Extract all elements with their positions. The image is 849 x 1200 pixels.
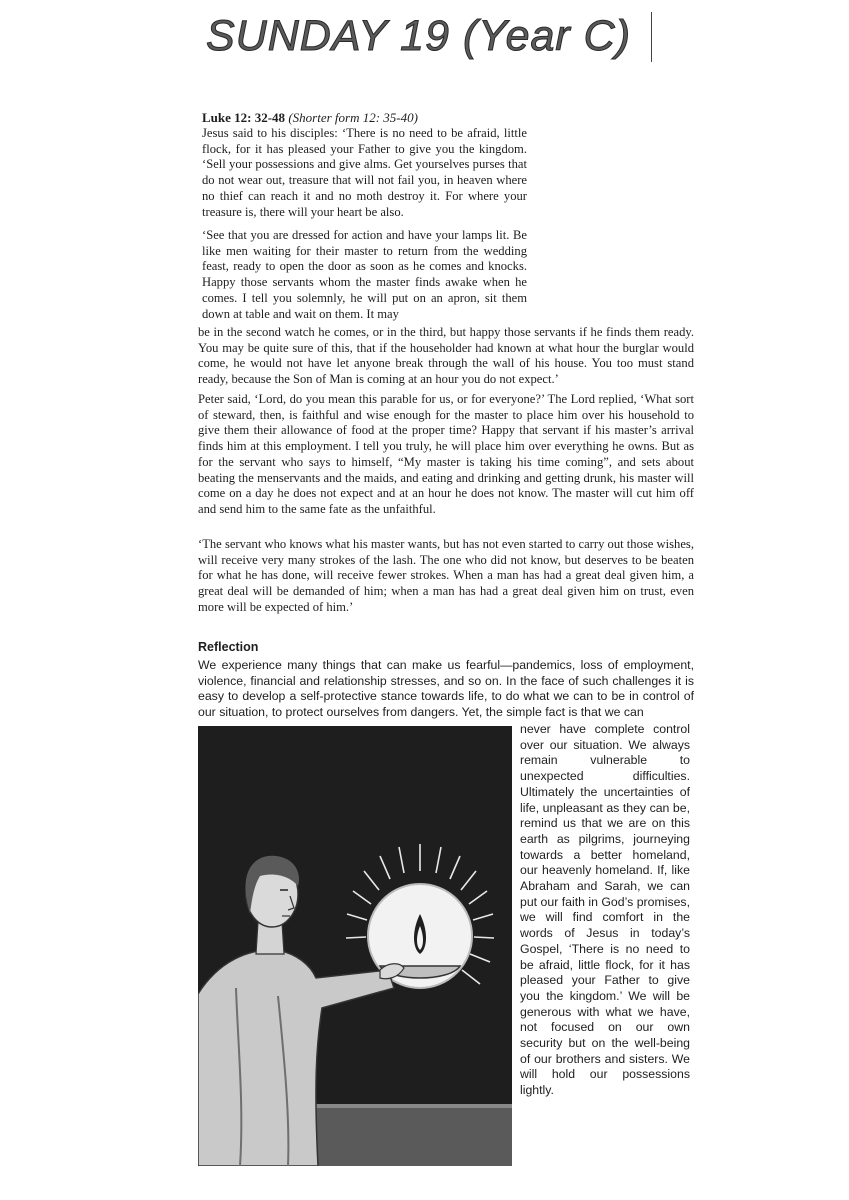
gospel-reference: Luke 12: 32-48 [202,110,286,125]
gospel-paragraph: ‘See that you are dressed for action and have your lamps lit. Be like men waiting for their master to return from the wedding feast, ready to open the door as soon as he comes and knocks. Happy those servants whom the master finds awake when he comes. I tell you solemnly, he will put on an apron, sit them down at table and wait on them. It may [202,228,527,321]
figure-holding-lamp-illustration [198,726,512,1166]
reflection-heading: Reflection [198,640,259,654]
gospel-paragraph: Peter said, ‘Lord, do you mean this parable for us, or for everyone?’ The Lord replied, ‘What sort of steward, then, is faithful and wise enough for the master to place him over his household to give them their allowance of food at the proper time? Happy that servant if his master’s arrival finds him at this employment. I tell you truly, he will place him over everything he owns. But as for the servant who says to himself, “My master is taking his time coming”, and sets about beating the menservants and the maids, and eating and drinking and getting drunk, his master will come on a day he does not expect and at an hour he does not know. The master will cut him off and send him to the same fate as the unfaithful. [198,392,694,516]
reflection-paragraph-side: never have complete control over our situation. We always remain vulnerable to unexpected difficulties. Ultimately the uncertainties of life, unpleasant as they can be, remind us that we are on this earth as pilgrims, journeying towards a better homeland, our heavenly homeland. If, like Abraham and Sarah, we can put our faith in God’s promises, we will find comfort in the words of Jesus in today’s Gospel, ‘There is no need to be afraid, little flock, for it has pleased your Father to give you the kingdom.’ We will be generous with what we have, not focused on our own security but on the well-being of our brothers and sisters. We will hold our possessions lightly. [520,722,690,1098]
gospel-heading [202,110,418,126]
gospel-paragraph: ‘The servant who knows what his master wants, but has not even started to carry out those wishes, will receive very many strokes of the lash. The one who did not know, but deserves to be beaten for what he has done, will receive fewer strokes. When a man has had a great deal given him, a great deal will be demanded of him; when a man has had a great deal given him on trust, even more will be expected of him.’ [198,537,694,614]
gospel-paragraph: be in the second watch he comes, or in the third, but happy those servants if he finds them ready. You may be quite sure of this, that if the householder had known at what hour the burglar would come, he would not have let anyone break through the wall of his house. You too must stand ready, because the Son of Man is coming at an hour you do not expect.’ [198,325,694,387]
reflection-paragraph-top: We experience many things that can make us fearful—pandemics, loss of employment, violence, financial and relationship stresses, and so on. In the face of such challenges it is easy to develop a self-protective stance towards life, to do what we can to be in control of our situation, to protect ourselves from dangers. Yet, the simple fact is that we can [198,658,694,720]
page-title: SUNDAY 19 (Year C) [206,12,632,60]
title-divider [651,12,652,62]
gospel-paragraph: Jesus said to his disciples: ‘There is no need to be afraid, little flock, for it has pleased your Father to give you the kingdom. ‘Sell your possessions and give alms. Get yourselves purses that do not wear out, treasure that will not fail you, in heaven where no thief can reach it and no moth destroy it. For where your treasure is, there will your heart be also. [202,126,527,219]
gospel-shorter-form: (Shorter form 12: 35-40) [288,110,418,125]
